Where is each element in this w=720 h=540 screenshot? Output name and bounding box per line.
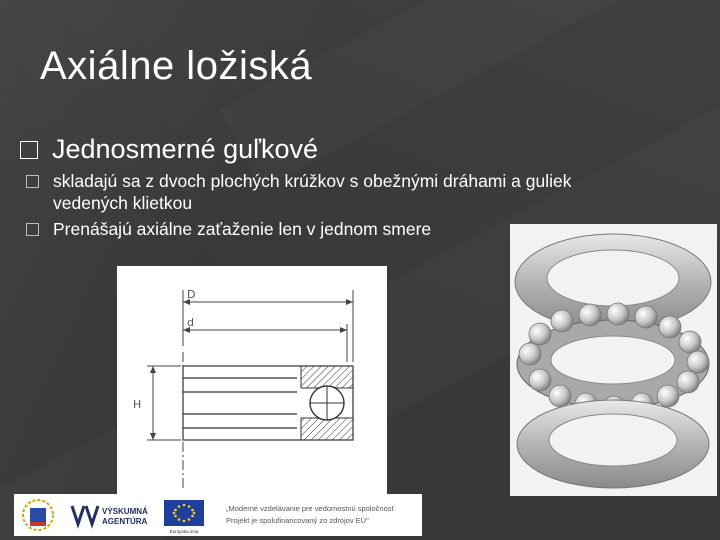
slide-title: Axiálne ložiská xyxy=(40,44,313,88)
lower-washer-section xyxy=(301,418,353,440)
label-H: H xyxy=(133,398,142,411)
footer-quote-line2: Projekt je spolufinancovaný zo zdrojov EÚ" xyxy=(226,516,369,525)
eu-flag-logo xyxy=(164,500,204,534)
bearing-exploded-image xyxy=(510,224,717,496)
footer-logos-svg xyxy=(14,494,422,536)
section-heading xyxy=(20,134,318,165)
footer-logos xyxy=(14,494,422,536)
bullet-box-icon xyxy=(26,175,39,188)
research-agency-logo xyxy=(72,506,148,526)
bearing-section-drawing xyxy=(117,266,387,498)
bullet-text: Prenášajú axiálne zaťaženie len v jednom smere xyxy=(53,219,432,239)
bearing-exploded-svg xyxy=(510,224,717,496)
ministry-logo xyxy=(23,500,53,530)
bullet-text: skladajú sa z dvoch plochých krúžkov s obežnými dráhami a guliek vedených klietkou xyxy=(53,171,572,213)
bearing-section-svg xyxy=(117,266,387,498)
section-heading-text: Jednosmerné guľkové xyxy=(52,134,319,164)
upper-washer-section xyxy=(301,366,353,388)
checkbox-bullet-icon xyxy=(20,141,38,159)
label-d: d xyxy=(187,316,194,329)
bullet-box-icon xyxy=(26,223,39,236)
agency-name-line1: VÝSKUMNÁ xyxy=(102,507,148,516)
agency-name-line2: AGENTÚRA xyxy=(102,517,148,526)
eu-caption: Európska únia xyxy=(169,529,199,534)
footer-quote-line1: „Moderné vzdelávanie pre vedomostnú spoločnosť xyxy=(226,504,395,513)
list-item xyxy=(26,170,626,214)
label-D: D xyxy=(187,288,196,301)
